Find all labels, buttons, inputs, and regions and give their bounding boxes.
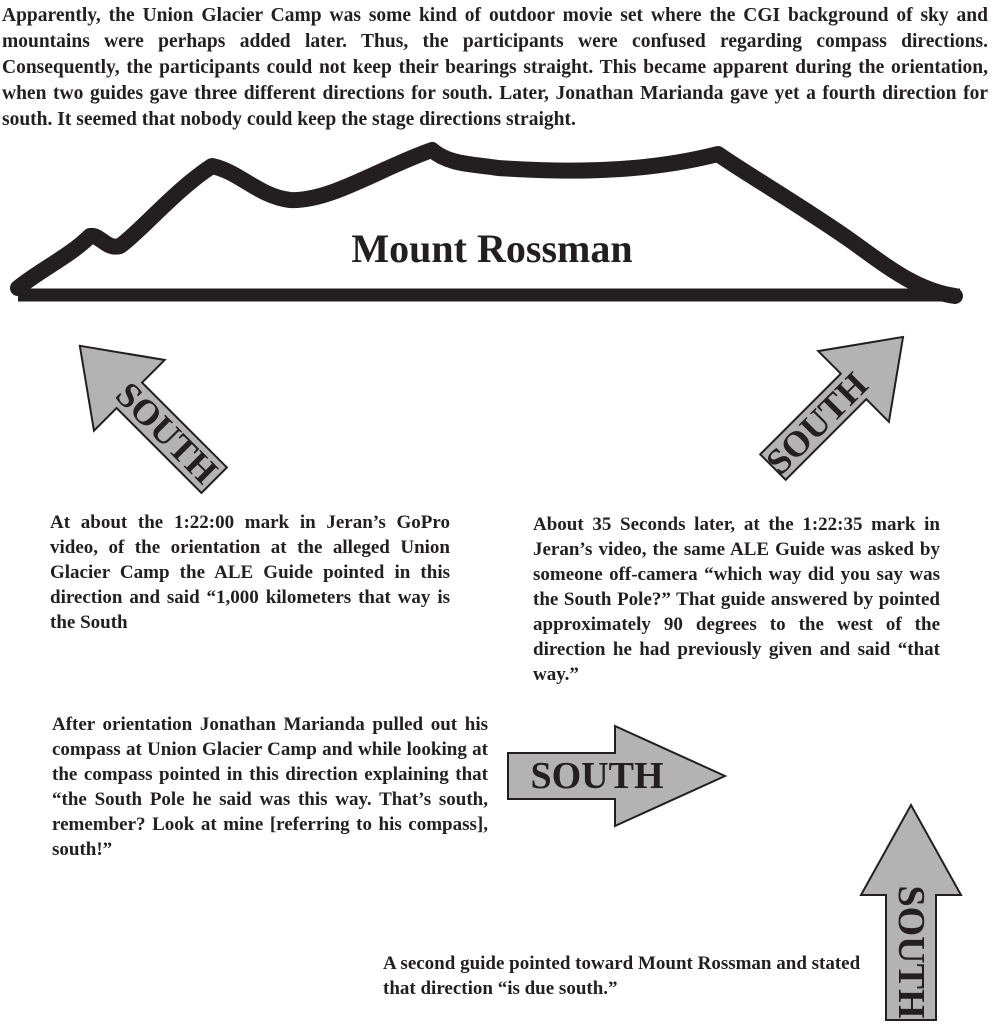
intro-paragraph: Apparently, the Union Glacier Camp was some kind of outdoor movie set where the CGI background of sky and mountains were perhaps added later. Thus, the participants were confused regarding compass directions. Consequently, the participants could not keep their bearings straight. This became apparent during the orientation, when two guides gave three different directions for south. Later, Jonathan Marianda gave yet a fourth direction for south. It seemed that nobody could keep the stage directions straight. bbox=[2, 5, 988, 130]
mountain-label: Mount Rossman bbox=[351, 226, 633, 271]
note-second-direction: About 35 Seconds later, at the 1:22:35 mark in Jeran’s video, the same ALE Guide was asked by someone off-camera “which way did you say was the South Pole?” That guide answered by pointed approximately 90 degrees to the west of the direction he had previously given and said “that way.” bbox=[533, 514, 940, 685]
arrow-label: SOUTH bbox=[530, 755, 664, 797]
note-compass-direction: After orientation Jonathan Marianda pulled out his compass at Union Glacier Camp and while looking at the compass pointed in this direction explaining that “the South Pole he said was this way. That’s south, remember? Look at mine [referring to his compass], south!” bbox=[52, 714, 488, 860]
south-arrow-up-right bbox=[737, 302, 939, 504]
note-mount-rossman-direction: A second guide pointed toward Mount Rossman and stated that direction “is due south.” bbox=[383, 953, 861, 999]
mountain-outline bbox=[18, 150, 955, 296]
note-first-direction: At about the 1:22:00 mark in Jeran’s GoPro video, of the orientation at the alleged Union Glacier Camp the ALE Guide pointed in this direction and said “1,000 kilometers that way is the South bbox=[50, 512, 450, 633]
south-arrow-right bbox=[508, 726, 725, 826]
arrow-label: SOUTH bbox=[758, 364, 876, 482]
south-arrow-up-left bbox=[44, 310, 249, 515]
arrow-label: SOUTH bbox=[890, 885, 932, 1019]
arrow-label: SOUTH bbox=[108, 374, 226, 492]
